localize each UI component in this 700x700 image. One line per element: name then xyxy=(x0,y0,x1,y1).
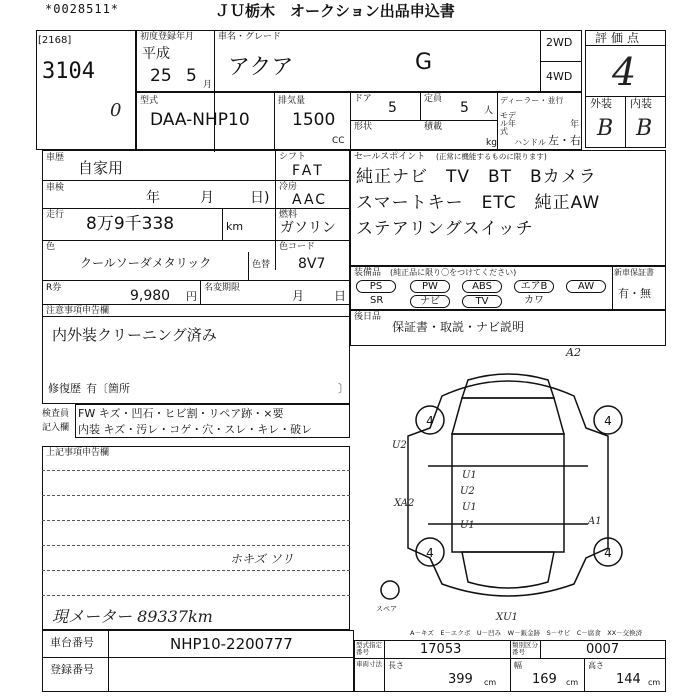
vehicle-name-label: 車名・グレード xyxy=(218,32,282,42)
size-label: 車両寸法 xyxy=(356,660,382,668)
model-year-label: モデル年式 xyxy=(500,111,516,136)
sales-line-2: スマートキー ETC 純正AW xyxy=(356,193,601,213)
reg-month: 5 xyxy=(186,66,197,86)
color-code-label: 色コード xyxy=(279,242,316,252)
displacement-unit: CC xyxy=(332,136,345,146)
capacity-value: 5 xyxy=(460,100,469,116)
spare-wheel xyxy=(381,581,399,599)
recycle-value: 9,980 xyxy=(130,288,171,304)
model-no-label: 型式指定番号 xyxy=(356,641,382,656)
after-label: 後日品 xyxy=(354,312,382,322)
damage-legend: A－キズ E－エクボ U－凹み W－鈑金跡 S－サビ C－腐食 XX－交換済 xyxy=(410,629,643,637)
mileage-value: 8万9千338 xyxy=(86,214,175,234)
equip-leather: カワ xyxy=(524,295,544,306)
lot-code: [2168] xyxy=(38,35,72,46)
equipment-label: 装備品 xyxy=(354,268,382,278)
model-no-value: 17053 xyxy=(420,642,462,657)
front-windshield xyxy=(462,374,554,398)
color-code: 8V7 xyxy=(298,256,326,272)
score-label: 評価点 xyxy=(595,31,644,45)
remarks-label: 上記事項申告欄 xyxy=(46,448,110,458)
mark-a1: A1 xyxy=(588,516,602,527)
svg-text:4: 4 xyxy=(426,414,434,428)
fuel-label: 燃料 xyxy=(279,210,298,220)
width-label: 幅 xyxy=(514,661,522,670)
shape-label: 形状 xyxy=(354,122,373,132)
equip-pw: PW xyxy=(410,280,450,293)
equip-abs: ABS xyxy=(462,280,502,293)
repair-close: 〕 xyxy=(338,382,349,395)
equip-ps: PS xyxy=(356,280,396,293)
inspection-day: 日) xyxy=(250,190,270,206)
chassis-label: 車台番号 xyxy=(50,636,94,649)
notes-label: 注意事項申告欄 xyxy=(46,306,110,316)
inspection-year: 年 xyxy=(146,190,160,206)
interior-score: B xyxy=(636,116,653,141)
length-label: 長さ xyxy=(388,661,404,670)
transfer-day: 日 xyxy=(334,289,347,303)
equip-tv: TV xyxy=(462,295,502,308)
manual-label: 新車保証書 xyxy=(614,268,654,277)
hood xyxy=(452,398,564,434)
displacement-label: 排気量 xyxy=(278,96,306,106)
mark-u2-left: U2 xyxy=(392,440,407,451)
inspector-row-2: 内装 キズ・汚レ・コゲ・穴・スレ・キレ・破レ xyxy=(78,423,313,436)
lot-mark: 0 xyxy=(110,100,122,121)
recycle-label: R券 xyxy=(46,283,62,293)
height-value: 144 xyxy=(616,672,641,687)
mark-xa2: XA2 xyxy=(394,498,415,509)
fuel-value: ガソリン xyxy=(280,220,336,236)
model-label: 型式 xyxy=(140,96,159,106)
usage-label: 車歴 xyxy=(46,153,65,163)
load-label: 積載 xyxy=(424,122,443,132)
inspector-label-1: 検査員 xyxy=(42,409,70,419)
width-unit: cm xyxy=(566,678,579,687)
doors-label: ドア xyxy=(354,94,372,104)
lot-box xyxy=(36,30,136,150)
score-value: 4 xyxy=(612,50,637,94)
mark-u1-top: U1 xyxy=(462,470,477,481)
recycle-unit: 円 xyxy=(186,290,197,303)
inspection-month: 月 xyxy=(200,190,214,206)
length-unit: cm xyxy=(484,678,497,687)
mark-a2: A2 xyxy=(566,346,581,359)
regno-label: 登録番号 xyxy=(50,663,94,676)
mark-u1-low: U1 xyxy=(460,520,475,531)
inspector-label-2: 記入欄 xyxy=(42,423,70,433)
equip-aw: AW xyxy=(566,280,606,293)
svg-text:4: 4 xyxy=(426,546,434,560)
height-unit: cm xyxy=(648,678,661,687)
color-change-label: 色替 xyxy=(252,260,271,270)
length-value: 399 xyxy=(448,672,473,687)
load-unit: kg xyxy=(486,138,497,148)
meter-reading: 現メーター 89337km xyxy=(52,607,213,626)
capacity-label: 定員 xyxy=(424,94,443,104)
width-value: 169 xyxy=(532,672,557,687)
remarks-handwriting: ホキズ ソリ xyxy=(230,552,294,566)
sales-line-3: ステアリングスイッチ xyxy=(356,219,534,239)
shift-value: FAT xyxy=(292,163,325,179)
spare-label: スペア xyxy=(376,605,397,613)
class-no-label: 類別区分番号 xyxy=(512,641,538,656)
color-label: 色 xyxy=(46,242,56,252)
transfer-month: 月 xyxy=(292,289,305,303)
damage-diagram xyxy=(350,346,666,630)
lot-number: 3104 xyxy=(42,59,95,84)
drive-4wd: 4WD xyxy=(546,70,573,83)
inspector-row-1: FW キズ・凹石・ヒビ割・リペア跡・×要 xyxy=(78,407,284,420)
handle-value: 左・右 xyxy=(548,134,581,147)
remarks-box xyxy=(42,446,350,630)
class-no-value: 0007 xyxy=(586,642,620,657)
form-title: ＪＵ栃木 オークション出品申込書 xyxy=(215,2,455,20)
mark-xu1: XU1 xyxy=(496,612,518,623)
reg-label: 初度登録年月 xyxy=(140,32,195,42)
equip-sr: SR xyxy=(370,295,384,306)
height-label: 高さ xyxy=(588,661,604,670)
reg-month-unit: 月 xyxy=(203,80,213,90)
handle-label: ハンドル xyxy=(514,138,546,147)
shift-label: シフト xyxy=(279,152,307,162)
mileage-label: 走行 xyxy=(46,210,65,220)
color-value: クールソーダメタリック xyxy=(80,256,212,270)
svg-text:4: 4 xyxy=(604,546,612,560)
reg-era: 平成 xyxy=(142,46,170,62)
interior-label: 内装 xyxy=(630,97,652,110)
rear-windshield xyxy=(462,552,554,588)
vehicle-grade: G xyxy=(415,50,433,75)
vehicle-name: アクア xyxy=(228,55,294,80)
notes-value: 内外装クリーニング済み xyxy=(52,326,217,344)
exterior-label: 外装 xyxy=(590,97,612,110)
capacity-unit: 人 xyxy=(484,106,494,116)
usage-value: 自家用 xyxy=(78,159,124,177)
reg-year: 25 xyxy=(150,66,172,86)
manual-value: 有・無 xyxy=(618,287,651,300)
model-value: DAA-NHP10 xyxy=(150,110,250,130)
exterior-score: B xyxy=(597,116,614,141)
dealer-label: ディーラー・並行 xyxy=(500,96,564,105)
serial-number: *0028511* xyxy=(45,2,120,16)
transfer-label: 名変期限 xyxy=(204,283,241,293)
ac-label: 冷房 xyxy=(279,182,298,192)
mark-u2-mid: U2 xyxy=(460,486,475,497)
mileage-unit: km xyxy=(226,220,244,233)
ac-value: AAC xyxy=(292,192,328,208)
inspection-label: 車検 xyxy=(46,183,65,193)
svg-text:4: 4 xyxy=(604,414,612,428)
mark-u1-mid: U1 xyxy=(462,502,477,513)
after-value: 保証書・取説・ナビ説明 xyxy=(392,320,525,334)
doors-value: 5 xyxy=(388,100,397,116)
equipment-note: (純正品に限り〇をつけてください) xyxy=(390,268,517,277)
equip-airbag: エアB xyxy=(514,280,554,293)
drive-2wd: 2WD xyxy=(546,36,573,49)
equip-navi: ナビ xyxy=(410,295,450,308)
sales-label: セールスポイント xyxy=(354,152,426,162)
sales-note: (正常に機能するものに限ります) xyxy=(436,152,547,161)
repair-label: 修復歴 xyxy=(48,382,81,395)
sales-line-1: 純正ナビ TV BT Bカメラ xyxy=(356,167,597,187)
repair-value: 有〔箇所 xyxy=(86,382,130,395)
displacement-value: 1500 xyxy=(292,110,336,130)
chassis-value: NHP10-2200777 xyxy=(170,635,293,653)
model-year-unit: 年 xyxy=(570,120,580,130)
